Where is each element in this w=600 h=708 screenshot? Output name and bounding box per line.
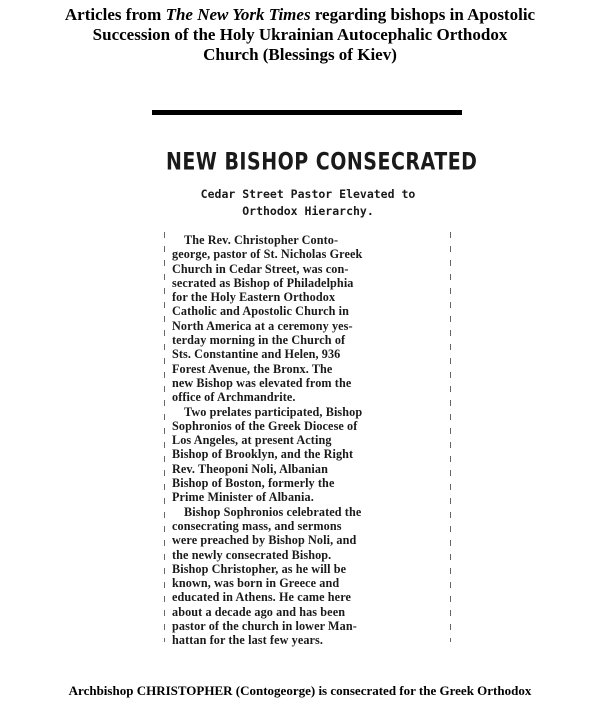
article-line: the newly consecrated Bishop.: [172, 547, 332, 562]
article-line: Forest Avenue, the Bronx. The: [172, 361, 333, 376]
article-line: The Rev. Christopher Conto-: [184, 233, 339, 247]
title-line-2: Succession of the Holy Ukrainian Autocephalic Orthodox: [92, 25, 508, 44]
article-body: [172, 233, 452, 648]
article-line: Rev. Theoponi Noli, Albanian: [172, 461, 328, 476]
article-line: Catholic and Apostolic Church in: [172, 304, 350, 319]
article-line: Los Angeles, at present Acting: [172, 433, 332, 448]
article-headline: NEW BISHOP CONSECRATED: [166, 148, 478, 176]
article-line: Prime Minister of Albania.: [172, 490, 314, 505]
image-caption: Archbishop CHRISTOPHER (Contogeorge) is consecrated for the Greek Orthodox: [68, 683, 532, 698]
article-line: consecrating mass, and sermons: [172, 518, 342, 533]
subhead-line-2: Orthodox Hierarchy.: [242, 204, 374, 218]
article-line: Bishop of Boston, formerly the: [172, 476, 335, 491]
article-line: terday morning in the Church of: [172, 333, 346, 348]
title-line-1: [0, 5, 600, 25]
article-line: george, pastor of St. Nicholas Greek: [172, 247, 363, 262]
article-line: new Bishop was elevated from the: [172, 375, 352, 390]
article-line: pastor of the church in lower Man-: [172, 619, 357, 634]
article-line: for the Holy Eastern Orthodox: [172, 290, 336, 305]
article-line: known, was born in Greece and: [172, 576, 340, 591]
article-line: office of Archmandrite.: [172, 390, 296, 405]
fold-mark-left: [164, 232, 165, 642]
article-line: secrated as Bishop of Philadelphia: [172, 275, 354, 290]
article-line: Two prelates participated, Bishop: [184, 404, 363, 419]
article-line: were preached by Bishop Noli, and: [172, 533, 357, 548]
article-line: North America at a ceremony yes-: [172, 318, 353, 333]
article-line: educated in Athens. He came here: [172, 590, 351, 605]
article-line: Sts. Constantine and Helen, 936: [172, 347, 341, 362]
title-prefix: Articles from: [64, 5, 166, 24]
article-line: Bishop Christopher, as he will be: [172, 561, 347, 576]
article-line: Bishop Sophronios celebrated the: [184, 504, 362, 519]
page-title: [0, 5, 600, 65]
title-suffix: regarding bishops in Apostolic: [310, 5, 536, 24]
title-line-3: Church (Blessings of Kiev): [203, 45, 397, 64]
article-line: Church in Cedar Street, was con-: [172, 261, 349, 276]
clipping-top-rule: [152, 110, 462, 115]
article-line: Bishop of Brooklyn, and the Right: [172, 447, 354, 462]
article-line: hattan for the last few years.: [172, 633, 324, 648]
article-line: Sophronios of the Greek Diocese of: [172, 418, 358, 433]
subhead-line-1: Cedar Street Pastor Elevated to: [200, 187, 416, 201]
newspaper-clipping: [158, 140, 478, 650]
newspaper-name: The New York Times: [165, 5, 311, 24]
article-line: about a decade ago and has been: [172, 604, 346, 619]
article-subhead: [166, 186, 450, 220]
